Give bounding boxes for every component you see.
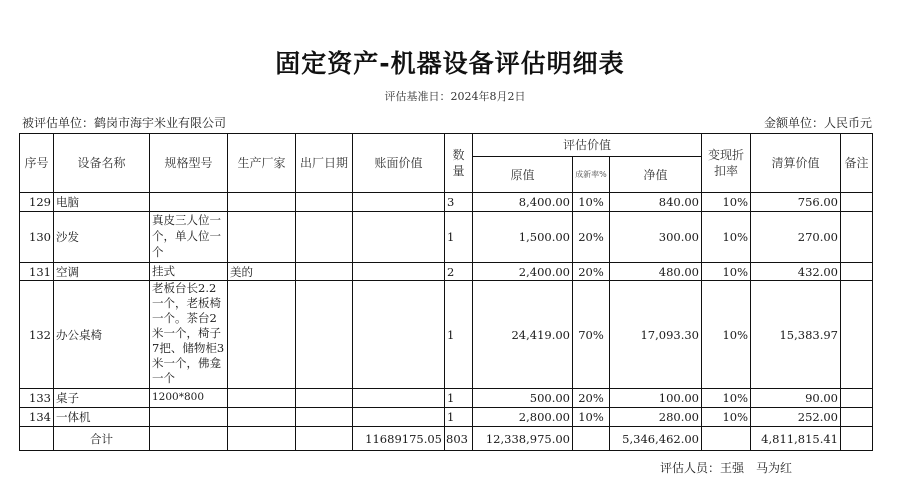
table-row (20, 281, 873, 389)
header-net: 净值 (610, 157, 702, 193)
cell-remark (841, 389, 873, 408)
assessed-entity: 被评估单位：鹤岗市海宇米业有限公司 (22, 116, 227, 130)
cell-seq: 129 (20, 193, 54, 212)
cell-net: 280.00 (610, 408, 702, 427)
cell-net: 17,093.30 (610, 281, 702, 389)
total-label: 合计 (54, 427, 150, 451)
cell-spec: 1200*800 (150, 389, 228, 408)
cell-liquidation: 15,383.97 (751, 281, 841, 389)
header-qty: 数量 (445, 134, 473, 193)
header-discount: 变现折扣率 (702, 134, 751, 193)
cell-remark (841, 408, 873, 427)
cell-name: 空调 (54, 263, 150, 281)
assessors: 评估人员：王强 马为红 (660, 461, 793, 475)
currency-unit: 金额单位：人民币元 (763, 116, 872, 130)
cell-liquidation: 270.00 (751, 212, 841, 263)
total-liquidation: 4,811,815.41 (751, 427, 841, 451)
cell-maker: 美的 (228, 263, 296, 281)
cell-date (296, 389, 353, 408)
cell-liquidation: 252.00 (751, 408, 841, 427)
header-original: 原值 (473, 157, 573, 193)
cell-total-maker (228, 427, 296, 451)
cell-remark (841, 281, 873, 389)
cell-qty: 1 (445, 408, 473, 427)
cell-remark (841, 212, 873, 263)
header-name: 设备名称 (54, 134, 150, 193)
cell-discount: 10% (702, 263, 751, 281)
cell-seq: 130 (20, 212, 54, 263)
cell-newness: 20% (573, 212, 610, 263)
cell-spec (150, 408, 228, 427)
table-row (20, 193, 873, 212)
cell-name: 办公桌椅 (54, 281, 150, 389)
cell-total-date (296, 427, 353, 451)
document-title: 固定资产-机器设备评估明细表 (275, 49, 625, 78)
header-spec: 规格型号 (150, 134, 228, 193)
cell-spec: 真皮三人位一个，单人位一个 (150, 212, 228, 263)
cell-newness: 20% (573, 263, 610, 281)
cell-maker (228, 193, 296, 212)
cell-total-seq (20, 427, 54, 451)
cell-date (296, 212, 353, 263)
cell-name: 沙发 (54, 212, 150, 263)
cell-remark (841, 193, 873, 212)
cell-date (296, 408, 353, 427)
header-liquidation: 清算价值 (751, 134, 841, 193)
table-row (20, 263, 873, 281)
cell-book-value (353, 193, 445, 212)
header-maker: 生产厂家 (228, 134, 296, 193)
total-net: 5,346,462.00 (610, 427, 702, 451)
total-book-value: 11689175.05 (353, 427, 445, 451)
cell-name: 电脑 (54, 193, 150, 212)
cell-qty: 3 (445, 193, 473, 212)
cell-qty: 1 (445, 281, 473, 389)
cell-newness: 70% (573, 281, 610, 389)
cell-original: 2,400.00 (473, 263, 573, 281)
cell-net: 840.00 (610, 193, 702, 212)
cell-discount: 10% (702, 193, 751, 212)
cell-discount: 10% (702, 389, 751, 408)
cell-total-newness (573, 427, 610, 451)
cell-seq: 134 (20, 408, 54, 427)
cell-seq: 132 (20, 281, 54, 389)
cell-maker (228, 389, 296, 408)
cell-net: 300.00 (610, 212, 702, 263)
cell-maker (228, 408, 296, 427)
cell-newness: 10% (573, 193, 610, 212)
cell-book-value (353, 281, 445, 389)
cell-net: 100.00 (610, 389, 702, 408)
cell-name: 桌子 (54, 389, 150, 408)
table-row (20, 212, 873, 263)
cell-newness: 10% (573, 408, 610, 427)
cell-liquidation: 756.00 (751, 193, 841, 212)
total-qty: 803 (445, 427, 473, 451)
cell-book-value (353, 263, 445, 281)
cell-original: 500.00 (473, 389, 573, 408)
cell-maker (228, 212, 296, 263)
cell-discount: 10% (702, 281, 751, 389)
total-original: 12,338,975.00 (473, 427, 573, 451)
cell-spec: 老板台长2.2一个，老板椅一个。茶台2米一个，椅子7把、储物柜3米一个，佛龛一个 (150, 281, 228, 389)
cell-original: 2,800.00 (473, 408, 573, 427)
cell-liquidation: 432.00 (751, 263, 841, 281)
cell-newness: 20% (573, 389, 610, 408)
cell-remark (841, 263, 873, 281)
cell-qty: 2 (445, 263, 473, 281)
cell-name: 一体机 (54, 408, 150, 427)
cell-qty: 1 (445, 212, 473, 263)
cell-total-spec (150, 427, 228, 451)
cell-book-value (353, 389, 445, 408)
base-date: 评估基准日：2024年8月2日 (384, 90, 526, 103)
cell-original: 8,400.00 (473, 193, 573, 212)
cell-date (296, 263, 353, 281)
table-row (20, 408, 873, 427)
header-remark: 备注 (841, 134, 873, 193)
cell-date (296, 281, 353, 389)
cell-original: 1,500.00 (473, 212, 573, 263)
cell-book-value (353, 408, 445, 427)
header-book-value: 账面价值 (353, 134, 445, 193)
cell-seq: 131 (20, 263, 54, 281)
cell-date (296, 193, 353, 212)
cell-original: 24,419.00 (473, 281, 573, 389)
cell-spec: 挂式 (150, 263, 228, 281)
header-eval-group: 评估价值 (473, 134, 702, 157)
cell-discount: 10% (702, 212, 751, 263)
cell-spec (150, 193, 228, 212)
cell-net: 480.00 (610, 263, 702, 281)
equipment-appraisal-table (19, 133, 873, 451)
cell-seq: 133 (20, 389, 54, 408)
cell-discount: 10% (702, 408, 751, 427)
header-date: 出厂日期 (296, 134, 353, 193)
header-newness: 成新率% (573, 157, 610, 193)
cell-total-discount (702, 427, 751, 451)
cell-total-remark (841, 427, 873, 451)
total-row (20, 427, 873, 451)
cell-qty: 1 (445, 389, 473, 408)
cell-liquidation: 90.00 (751, 389, 841, 408)
table-row (20, 389, 873, 408)
header-seq: 序号 (20, 134, 54, 193)
cell-maker (228, 281, 296, 389)
cell-book-value (353, 212, 445, 263)
